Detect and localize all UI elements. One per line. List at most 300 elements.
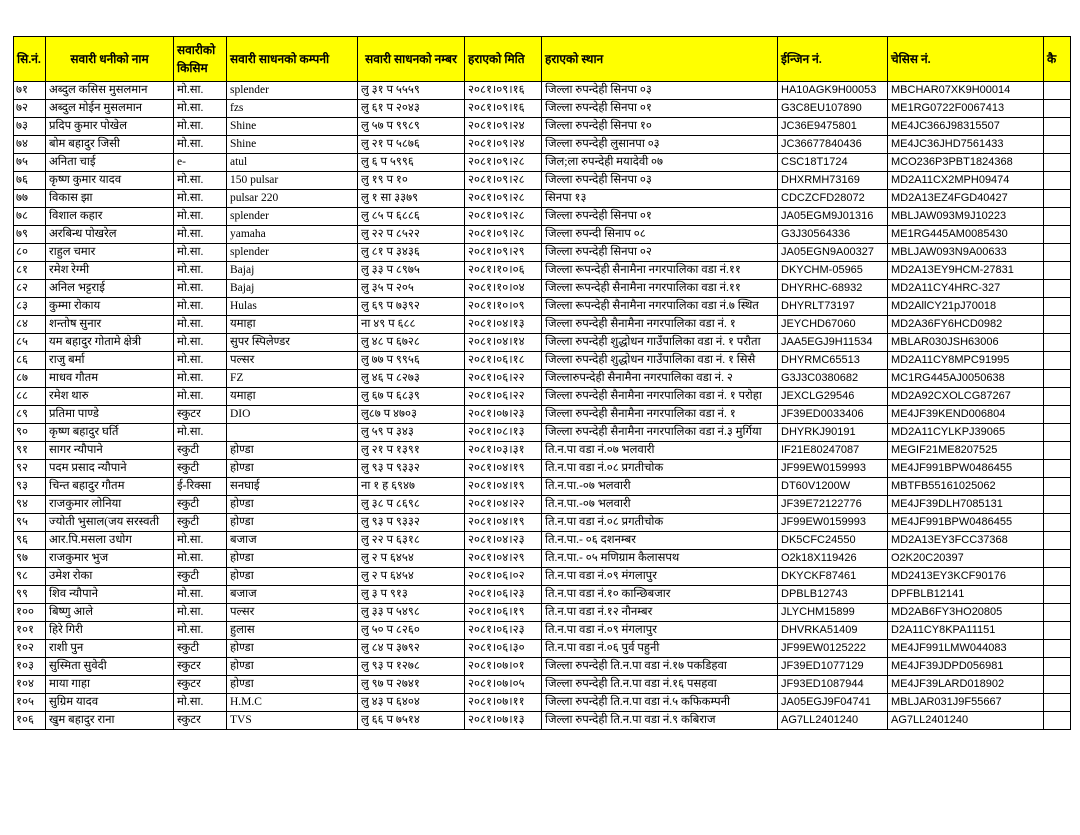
lost-place-cell: जिल्ला रुपन्देही सिनपा ०३: [542, 172, 778, 190]
remarks-cell: [1044, 280, 1071, 298]
serial-number-cell: १०५: [14, 694, 46, 712]
lost-date-cell: २०८१।०७।१३: [465, 712, 542, 730]
lost-date-cell: २०८१।०३।३१: [465, 442, 542, 460]
vehicle-company-cell: H.M.C: [227, 694, 358, 712]
owner-name-cell: शन्तोष सुनार: [46, 316, 174, 334]
serial-number-cell: ७६: [14, 172, 46, 190]
remarks-cell: [1044, 586, 1071, 604]
engine-number-cell: DHYRMC65513: [778, 352, 888, 370]
chassis-number-cell: MD2A36FY6HCD0982: [888, 316, 1044, 334]
owner-name-cell: राशी पुन: [46, 640, 174, 658]
vehicle-type-cell: मो.सा.: [174, 532, 227, 550]
vehicle-company-cell: splender: [227, 244, 358, 262]
lost-place-cell: जिल्ला रुपन्देही ति.न.पा वडा नं.१७ पकडिहवा: [542, 658, 778, 676]
vehicle-type-cell: मो.सा.: [174, 694, 227, 712]
table-row: [14, 280, 1071, 298]
vehicle-company-cell: होण्डा: [227, 658, 358, 676]
vehicle-type-cell: मो.सा.: [174, 118, 227, 136]
vehicle-number-cell: लु २१ प १३९१: [358, 442, 465, 460]
lost-place-cell: जिल्ला रूपन्देही सैनामैना नगरपालिका वडा नं.७ स्थित: [542, 298, 778, 316]
serial-number-cell: ७१: [14, 82, 46, 100]
lost-date-cell: २०८१।०९।२८: [465, 172, 542, 190]
owner-name-cell: आर.पि.मसला उधोग: [46, 532, 174, 550]
serial-number-cell: ८३: [14, 298, 46, 316]
lost-place-cell: ति.न.पा.- ०५ मणिग्राम कैलासपथ: [542, 550, 778, 568]
vehicle-company-cell: 150 pulsar: [227, 172, 358, 190]
lost-place-cell: ति.न.पा वडा नं.०७ भलवारी: [542, 442, 778, 460]
header-remarks: कै: [1044, 37, 1071, 82]
engine-number-cell: JEXCLG29546: [778, 388, 888, 406]
vehicle-company-cell: यमाहा: [227, 388, 358, 406]
vehicle-type-cell: स्कुटी: [174, 514, 227, 532]
serial-number-cell: ८९: [14, 406, 46, 424]
table-row: [14, 496, 1071, 514]
vehicle-number-cell: लु८७ प ४७०३: [358, 406, 465, 424]
chassis-number-cell: MD2A13EY3FCC37368: [888, 532, 1044, 550]
lost-date-cell: २०८१।०४।१९: [465, 460, 542, 478]
vehicle-number-cell: लु ५९ प ३४३: [358, 424, 465, 442]
vehicle-company-cell: सुपर स्पिलेण्डर: [227, 334, 358, 352]
vehicle-company-cell: पल्सर: [227, 352, 358, 370]
vehicle-company-cell: सनघाई: [227, 478, 358, 496]
lost-place-cell: जिल्ला रुपन्देही शुद्धोधन गाउँपालिका वडा नं. १ सिसै: [542, 352, 778, 370]
remarks-cell: [1044, 190, 1071, 208]
serial-number-cell: ९३: [14, 478, 46, 496]
owner-name-cell: सागर न्यौपाने: [46, 442, 174, 460]
chassis-number-cell: ME4JF39DLH7085131: [888, 496, 1044, 514]
vehicle-type-cell: मो.सा.: [174, 604, 227, 622]
vehicle-company-cell: FZ: [227, 370, 358, 388]
vehicle-type-cell: मो.सा.: [174, 316, 227, 334]
serial-number-cell: ८६: [14, 352, 46, 370]
vehicle-company-cell: pulsar 220: [227, 190, 358, 208]
remarks-cell: [1044, 406, 1071, 424]
serial-number-cell: ७९: [14, 226, 46, 244]
vehicle-type-cell: स्कुटी: [174, 496, 227, 514]
lost-place-cell: ति.न.पा वडा नं.०८ प्रगतीचोक: [542, 514, 778, 532]
owner-name-cell: राजकुमार भुज: [46, 550, 174, 568]
remarks-cell: [1044, 136, 1071, 154]
remarks-cell: [1044, 658, 1071, 676]
chassis-number-cell: D2A11CY8KPA11151: [888, 622, 1044, 640]
vehicle-number-cell: लु २ प ६४५४: [358, 568, 465, 586]
serial-number-cell: १०१: [14, 622, 46, 640]
remarks-cell: [1044, 442, 1071, 460]
chassis-number-cell: MD2413EY3KCF90176: [888, 568, 1044, 586]
engine-number-cell: G3J30564336: [778, 226, 888, 244]
lost-date-cell: २०८१।०६।१९: [465, 604, 542, 622]
vehicle-company-cell: splender: [227, 208, 358, 226]
serial-number-cell: १००: [14, 604, 46, 622]
table-row: [14, 244, 1071, 262]
lost-date-cell: २०८१।०९।२८: [465, 226, 542, 244]
vehicle-number-cell: लु ८१ प ३४३६: [358, 244, 465, 262]
vehicle-number-cell: लु १ सा ३३७९: [358, 190, 465, 208]
vehicle-type-cell: मो.सा.: [174, 370, 227, 388]
engine-number-cell: DHYRKJ90191: [778, 424, 888, 442]
vehicle-type-cell: मो.सा.: [174, 190, 227, 208]
owner-name-cell: सुस्मिता सुवेदी: [46, 658, 174, 676]
chassis-number-cell: MD2A13EZ4FGD40427: [888, 190, 1044, 208]
lost-date-cell: २०८१।०४।१३: [465, 316, 542, 334]
vehicle-company-cell: [227, 424, 358, 442]
vehicle-company-cell: Shine: [227, 136, 358, 154]
vehicle-number-cell: लु ५७ प ९९८९: [358, 118, 465, 136]
vehicle-company-cell: होण्डा: [227, 568, 358, 586]
vehicle-type-cell: मो.सा.: [174, 100, 227, 118]
vehicle-number-cell: लु ६६ प ७५१४: [358, 712, 465, 730]
lost-place-cell: जिल्ला रुपन्देही सिनपा १०: [542, 118, 778, 136]
table-row: [14, 172, 1071, 190]
table-row: [14, 568, 1071, 586]
lost-place-cell: जिल्ला रुपन्देही सैनामैना नगरपालिका वडा नं. १: [542, 406, 778, 424]
vehicle-type-cell: स्कुटी: [174, 442, 227, 460]
table-row: [14, 316, 1071, 334]
vehicle-type-cell: मो.सा.: [174, 298, 227, 316]
vehicle-number-cell: लु ३ प ९१३: [358, 586, 465, 604]
chassis-number-cell: MBTFB55161025062: [888, 478, 1044, 496]
lost-place-cell: जिल्ला रुपन्देही लुसानपा ०३: [542, 136, 778, 154]
remarks-cell: [1044, 100, 1071, 118]
chassis-number-cell: ME4JF991BPW0486455: [888, 460, 1044, 478]
remarks-cell: [1044, 514, 1071, 532]
owner-name-cell: सुग्रिम यादव: [46, 694, 174, 712]
vehicle-company-cell: होण्डा: [227, 460, 358, 478]
vehicle-company-cell: fzs: [227, 100, 358, 118]
owner-name-cell: कुम्मा रोकाय: [46, 298, 174, 316]
vehicle-number-cell: लु ३५ प २०५: [358, 280, 465, 298]
owner-name-cell: शिव न्यौपाने: [46, 586, 174, 604]
vehicle-type-cell: स्कुटर: [174, 406, 227, 424]
lost-place-cell: जिल;ला रुपन्देही मयादेवी ०७: [542, 154, 778, 172]
remarks-cell: [1044, 712, 1071, 730]
vehicle-type-cell: मो.सा.: [174, 82, 227, 100]
engine-number-cell: JC36E9475801: [778, 118, 888, 136]
table-row: [14, 352, 1071, 370]
engine-number-cell: G3J3C0380682: [778, 370, 888, 388]
vehicle-type-cell: स्कुटी: [174, 640, 227, 658]
chassis-number-cell: ME4JF991LMW044083: [888, 640, 1044, 658]
vehicle-company-cell: होण्डा: [227, 550, 358, 568]
table-row: [14, 424, 1071, 442]
table-row: [14, 676, 1071, 694]
lost-place-cell: ति.न.पा वडा नं.१० कान्छिबजार: [542, 586, 778, 604]
remarks-cell: [1044, 208, 1071, 226]
lost-date-cell: २०८१।०४।१४: [465, 334, 542, 352]
table-row: [14, 586, 1071, 604]
table-row: [14, 298, 1071, 316]
remarks-cell: [1044, 118, 1071, 136]
vehicle-type-cell: स्कुटी: [174, 568, 227, 586]
lost-place-cell: जिल्ला रूपन्देही सैनामैना नगरपालिका वडा नं.११: [542, 262, 778, 280]
owner-name-cell: चिन्त बहादुर गौतम: [46, 478, 174, 496]
lost-date-cell: २०८१।०४।१९: [465, 478, 542, 496]
vehicle-company-cell: हुलास: [227, 622, 358, 640]
lost-place-cell: जिल्ला रुपन्देही सैनामैना नगरपालिका वडा नं. १: [542, 316, 778, 334]
lost-date-cell: २०८१।०९।१६: [465, 82, 542, 100]
table-row: [14, 532, 1071, 550]
vehicle-company-cell: होण्डा: [227, 496, 358, 514]
header-row: [14, 37, 1071, 82]
lost-date-cell: २०८१।०७।२३: [465, 406, 542, 424]
remarks-cell: [1044, 568, 1071, 586]
serial-number-cell: ८७: [14, 370, 46, 388]
vehicle-type-cell: स्कुटर: [174, 676, 227, 694]
remarks-cell: [1044, 262, 1071, 280]
vehicle-company-cell: TVS: [227, 712, 358, 730]
lost-date-cell: २०८१।०९।२४: [465, 118, 542, 136]
vehicle-type-cell: मो.सा.: [174, 280, 227, 298]
owner-name-cell: बिष्णु आले: [46, 604, 174, 622]
vehicle-company-cell: पल्सर: [227, 604, 358, 622]
vehicle-type-cell: मो.सा.: [174, 208, 227, 226]
vehicle-company-cell: yamaha: [227, 226, 358, 244]
owner-name-cell: राजु बर्मा: [46, 352, 174, 370]
table-row: [14, 478, 1071, 496]
chassis-number-cell: ME1RG0722F0067413: [888, 100, 1044, 118]
vehicle-type-cell: मो.सा.: [174, 226, 227, 244]
lost-date-cell: २०८१।०४।१९: [465, 514, 542, 532]
owner-name-cell: यम बहादुर गोतामे क्षेत्री: [46, 334, 174, 352]
lost-date-cell: २०८१।०९।२९: [465, 244, 542, 262]
remarks-cell: [1044, 640, 1071, 658]
engine-number-cell: IF21E80247087: [778, 442, 888, 460]
vehicle-company-cell: Hulas: [227, 298, 358, 316]
vehicle-number-cell: लु ९३ प ९३३२: [358, 460, 465, 478]
serial-number-cell: ९२: [14, 460, 46, 478]
engine-number-cell: JF99EW0159993: [778, 514, 888, 532]
header-chassis-number: चेसिस नं.: [888, 37, 1044, 82]
vehicle-type-cell: e-: [174, 154, 227, 172]
chassis-number-cell: ME4JF39JDPD056981: [888, 658, 1044, 676]
table-row: [14, 154, 1071, 172]
table-row: [14, 550, 1071, 568]
engine-number-cell: JEYCHD67060: [778, 316, 888, 334]
serial-number-cell: ७७: [14, 190, 46, 208]
vehicle-number-cell: लु २१ प ५८७६: [358, 136, 465, 154]
vehicle-number-cell: लु ४८ प ६७२८: [358, 334, 465, 352]
remarks-cell: [1044, 226, 1071, 244]
engine-number-cell: O2k18X119426: [778, 550, 888, 568]
serial-number-cell: ८८: [14, 388, 46, 406]
remarks-cell: [1044, 424, 1071, 442]
lost-date-cell: २०८१।०४।२९: [465, 550, 542, 568]
header-lost-place: हराएको स्थान: [542, 37, 778, 82]
table-row: [14, 82, 1071, 100]
owner-name-cell: विकास झा: [46, 190, 174, 208]
remarks-cell: [1044, 298, 1071, 316]
engine-number-cell: CDCZCFD28072: [778, 190, 888, 208]
table-row: [14, 208, 1071, 226]
engine-number-cell: JF99EW0159993: [778, 460, 888, 478]
remarks-cell: [1044, 334, 1071, 352]
lost-date-cell: २०८१।०७।०५: [465, 676, 542, 694]
stolen-vehicle-table: [13, 36, 1071, 730]
lost-place-cell: ति.न.पा वडा नं.०६ पुर्व पहुनी: [542, 640, 778, 658]
vehicle-number-cell: लु २ प ६४५४: [358, 550, 465, 568]
engine-number-cell: JF39ED0033406: [778, 406, 888, 424]
chassis-number-cell: MC1RG445AJ0050638: [888, 370, 1044, 388]
lost-date-cell: २०८१।०६।२२: [465, 370, 542, 388]
serial-number-cell: ९१: [14, 442, 46, 460]
vehicle-type-cell: स्कुटी: [174, 460, 227, 478]
serial-number-cell: ९६: [14, 532, 46, 550]
vehicle-company-cell: Shine: [227, 118, 358, 136]
serial-number-cell: १०३: [14, 658, 46, 676]
engine-number-cell: DHXRMH73169: [778, 172, 888, 190]
engine-number-cell: JAA5EGJ9H11534: [778, 334, 888, 352]
engine-number-cell: JF99EW0125222: [778, 640, 888, 658]
lost-place-cell: जिल्लारुपन्देही सैनामैना नगरपालिका वडा नं. २: [542, 370, 778, 388]
table-row: [14, 226, 1071, 244]
lost-place-cell: जिल्ला रुपन्देही सैनामैना नगरपालिका वडा नं. १ परोहा: [542, 388, 778, 406]
vehicle-type-cell: मो.सा.: [174, 550, 227, 568]
serial-number-cell: १०४: [14, 676, 46, 694]
vehicle-company-cell: DIO: [227, 406, 358, 424]
chassis-number-cell: MD2AllCY21pJ70018: [888, 298, 1044, 316]
engine-number-cell: DKYCHM-05965: [778, 262, 888, 280]
vehicle-number-cell: लु ३३ प ८९७५: [358, 262, 465, 280]
lost-place-cell: सिनपा १३: [542, 190, 778, 208]
vehicle-company-cell: होण्डा: [227, 640, 358, 658]
vehicle-number-cell: लु ३१ प ५५५९: [358, 82, 465, 100]
serial-number-cell: ९५: [14, 514, 46, 532]
owner-name-cell: हिरे गिरी: [46, 622, 174, 640]
owner-name-cell: ज्योती भुसाल(जय सरस्वती: [46, 514, 174, 532]
lost-date-cell: २०८१।०४।२२: [465, 496, 542, 514]
table-row: [14, 604, 1071, 622]
lost-date-cell: २०८१।०९।१६: [465, 100, 542, 118]
lost-date-cell: २०८१।०९।२८: [465, 208, 542, 226]
owner-name-cell: अब्दुल कसिस मुसलमान: [46, 82, 174, 100]
engine-number-cell: DT60V1200W: [778, 478, 888, 496]
owner-name-cell: विशाल कहार: [46, 208, 174, 226]
owner-name-cell: अनिता चाई: [46, 154, 174, 172]
engine-number-cell: JF39ED1077129: [778, 658, 888, 676]
remarks-cell: [1044, 316, 1071, 334]
engine-number-cell: DHYRLT73197: [778, 298, 888, 316]
serial-number-cell: ९४: [14, 496, 46, 514]
chassis-number-cell: ME1RG445AM0085430: [888, 226, 1044, 244]
table-row: [14, 406, 1071, 424]
serial-number-cell: ८५: [14, 334, 46, 352]
vehicle-company-cell: atul: [227, 154, 358, 172]
vehicle-type-cell: मो.सा.: [174, 586, 227, 604]
engine-number-cell: JA05EGN9A00327: [778, 244, 888, 262]
vehicle-company-cell: splender: [227, 82, 358, 100]
chassis-number-cell: O2K20C20397: [888, 550, 1044, 568]
header-vehicle-number: सवारी साधनको नम्बर: [358, 37, 465, 82]
serial-number-cell: १०२: [14, 640, 46, 658]
lost-place-cell: जिल्ला रुपन्देही ति.न.पा वडा नं.९ कबिराज: [542, 712, 778, 730]
lost-place-cell: जिल्ला रुपन्देही सिनपा ०२: [542, 244, 778, 262]
lost-place-cell: ति.न.पा.-०७ भलवारी: [542, 496, 778, 514]
lost-date-cell: २०८१।०६।२३: [465, 586, 542, 604]
lost-date-cell: २०८१।०७।११: [465, 694, 542, 712]
chassis-number-cell: MBCHAR07XK9H00014: [888, 82, 1044, 100]
lost-date-cell: २०८१।१०।०९: [465, 298, 542, 316]
owner-name-cell: प्रदिप कुमार पोखेल: [46, 118, 174, 136]
vehicle-number-cell: लु १९ प १०: [358, 172, 465, 190]
remarks-cell: [1044, 154, 1071, 172]
vehicle-number-cell: ना ४९ प ६८८: [358, 316, 465, 334]
vehicle-type-cell: स्कुटर: [174, 658, 227, 676]
vehicle-company-cell: होण्डा: [227, 514, 358, 532]
lost-place-cell: ति.न.पा वडा नं.०९ मंगलापुर: [542, 568, 778, 586]
remarks-cell: [1044, 604, 1071, 622]
vehicle-type-cell: मो.सा.: [174, 334, 227, 352]
lost-place-cell: जिल्ला रुपन्देही सिनपा ०१: [542, 208, 778, 226]
vehicle-number-cell: लु २२ प ६३१८: [358, 532, 465, 550]
serial-number-cell: १०६: [14, 712, 46, 730]
table-row: [14, 190, 1071, 208]
chassis-number-cell: DPFBLB12141: [888, 586, 1044, 604]
owner-name-cell: कृष्ण कुमार यादव: [46, 172, 174, 190]
remarks-cell: [1044, 370, 1071, 388]
vehicle-company-cell: होण्डा: [227, 442, 358, 460]
table-row: [14, 460, 1071, 478]
owner-name-cell: रमेश थारु: [46, 388, 174, 406]
lost-date-cell: २०८१।०९।२४: [465, 136, 542, 154]
lost-place-cell: जिल्ला रुपन्दी सिनाप ०८: [542, 226, 778, 244]
owner-name-cell: माधव गौतम: [46, 370, 174, 388]
table-row: [14, 334, 1071, 352]
chassis-number-cell: MD2A13EY9HCM-27831: [888, 262, 1044, 280]
chassis-number-cell: MBLJAW093M9J10223: [888, 208, 1044, 226]
remarks-cell: [1044, 532, 1071, 550]
remarks-cell: [1044, 82, 1071, 100]
engine-number-cell: DHYRHC-68932: [778, 280, 888, 298]
vehicle-company-cell: होण्डा: [227, 676, 358, 694]
vehicle-number-cell: लु ९७ प २७४१: [358, 676, 465, 694]
table-row: [14, 100, 1071, 118]
engine-number-cell: DKYCKF87461: [778, 568, 888, 586]
header-owner-name: सवारी धनीको नाम: [46, 37, 174, 82]
engine-number-cell: HA10AGK9H00053: [778, 82, 888, 100]
remarks-cell: [1044, 550, 1071, 568]
vehicle-company-cell: बजाज: [227, 532, 358, 550]
serial-number-cell: ७८: [14, 208, 46, 226]
owner-name-cell: उमेश रोका: [46, 568, 174, 586]
table-body: [14, 82, 1071, 730]
engine-number-cell: JF39E72122776: [778, 496, 888, 514]
serial-number-cell: ७३: [14, 118, 46, 136]
header-lost-date: हराएको मिति: [465, 37, 542, 82]
vehicle-number-cell: लु ६१ प २०४३: [358, 100, 465, 118]
owner-name-cell: रमेश रेग्मी: [46, 262, 174, 280]
remarks-cell: [1044, 460, 1071, 478]
lost-place-cell: ति.न.पा वडा नं.०८ प्रगतीचोक: [542, 460, 778, 478]
vehicle-number-cell: ना १ ह ६९४७: [358, 478, 465, 496]
vehicle-type-cell: मो.सा.: [174, 244, 227, 262]
lost-place-cell: जिल्ला रुपन्देही सिनपा ०१: [542, 100, 778, 118]
table-row: [14, 658, 1071, 676]
chassis-number-cell: ME4JC36JHD7561433: [888, 136, 1044, 154]
header-vehicle-company: सवारी साधनको कम्पनी: [227, 37, 358, 82]
vehicle-number-cell: लु ४३ प ६४०४: [358, 694, 465, 712]
chassis-number-cell: MBLJAR031J9F55667: [888, 694, 1044, 712]
vehicle-number-cell: लु ६ प ५९९६: [358, 154, 465, 172]
vehicle-number-cell: लु ३३ प ५४९८: [358, 604, 465, 622]
serial-number-cell: ७४: [14, 136, 46, 154]
chassis-number-cell: ME4JF39KEND006804: [888, 406, 1044, 424]
chassis-number-cell: MBLJAW093N9A00633: [888, 244, 1044, 262]
engine-number-cell: CSC18T1724: [778, 154, 888, 172]
vehicle-number-cell: लु २२ प ८५२२: [358, 226, 465, 244]
engine-number-cell: DPBLB12743: [778, 586, 888, 604]
chassis-number-cell: MD2A92CXOLCG87267: [888, 388, 1044, 406]
engine-number-cell: DHVRKA51409: [778, 622, 888, 640]
